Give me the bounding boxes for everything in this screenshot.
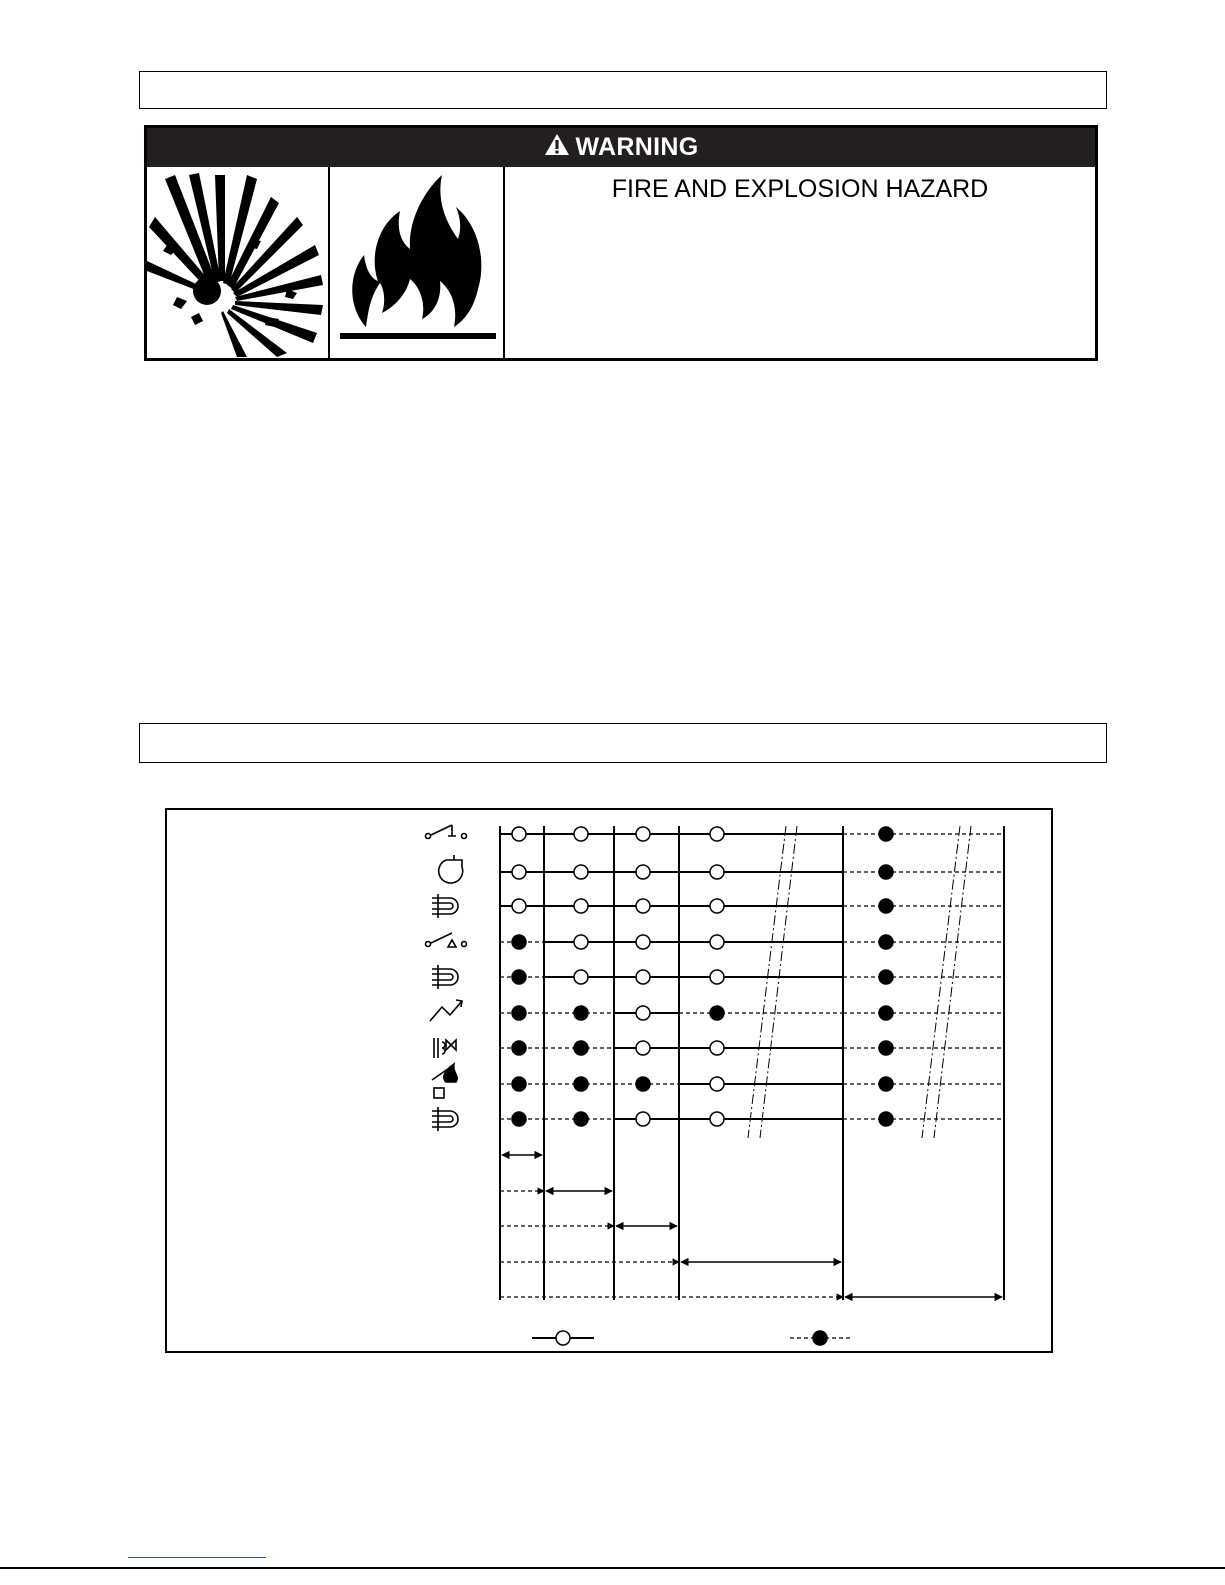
state-dot-on (636, 1041, 650, 1055)
state-dot-off (512, 970, 526, 984)
legend-off-symbol (790, 1331, 850, 1345)
warning-signal-word: WARNING (575, 133, 699, 161)
state-dot-off (512, 935, 526, 949)
time-break-line (922, 826, 960, 1138)
igniter-icon (430, 1000, 462, 1021)
state-dot-off (574, 1006, 588, 1020)
time-break-line (934, 826, 971, 1138)
state-dot-off (879, 935, 893, 949)
state-dot-on (710, 1041, 724, 1055)
state-dot-on (710, 899, 724, 913)
state-dot-on (512, 865, 526, 879)
state-dot-off (879, 1006, 893, 1020)
footer-link-underline[interactable] (128, 1557, 266, 1558)
blower-icon (439, 855, 463, 883)
fire-icon (330, 167, 505, 358)
state-dot-off (636, 1077, 650, 1091)
state-dot-off (879, 1077, 893, 1091)
state-dot-off (574, 1041, 588, 1055)
state-dot-on (710, 935, 724, 949)
state-dot-on (574, 935, 588, 949)
state-dot-on (574, 865, 588, 879)
state-dot-off (512, 1112, 526, 1126)
gas-valve-icon (434, 1038, 456, 1058)
state-dot-on (710, 1112, 724, 1126)
state-dot-on (710, 865, 724, 879)
state-dot-off (879, 1041, 893, 1055)
alert-triangle-icon (544, 133, 570, 163)
state-dot-on (636, 1112, 650, 1126)
state-dot-on (636, 1006, 650, 1020)
indicator-lamp-icon (432, 965, 458, 989)
warning-header (147, 128, 1095, 167)
indicator-lamp-icon (432, 894, 458, 918)
explosion-icon (147, 167, 330, 358)
flame-sensor-icon (432, 1064, 457, 1098)
state-dot-on (636, 935, 650, 949)
state-dot-off (512, 1006, 526, 1020)
state-dot-off (710, 1006, 724, 1020)
sequence-diagram (165, 808, 1053, 1353)
state-dot-off (512, 1077, 526, 1091)
state-dot-off (879, 970, 893, 984)
switch-open-icon (426, 825, 467, 839)
state-dot-off (879, 827, 893, 841)
warning-text-cell (505, 167, 1095, 358)
state-dot-on (574, 970, 588, 984)
state-dot-on (710, 1077, 724, 1091)
indicator-lamp-icon (432, 1107, 458, 1131)
state-dot-on (710, 827, 724, 841)
state-dot-off (512, 1041, 526, 1055)
state-dot-off (879, 865, 893, 879)
state-dot-on (574, 827, 588, 841)
state-dot-off (879, 1112, 893, 1126)
state-dot-on (636, 899, 650, 913)
section-header-bar (139, 723, 1107, 763)
legend-on-symbol (532, 1331, 594, 1345)
state-dot-off (574, 1112, 588, 1126)
state-dot-on (512, 827, 526, 841)
state-dot-on (710, 970, 724, 984)
state-dot-off (574, 1077, 588, 1091)
switch-closed-icon (426, 933, 467, 947)
footer-rule (0, 1567, 1225, 1569)
state-dot-on (636, 827, 650, 841)
state-dot-on (574, 899, 588, 913)
warning-box (144, 125, 1098, 361)
section-header-bar (139, 71, 1107, 109)
state-dot-off (879, 899, 893, 913)
sequence-diagram-canvas (167, 810, 1051, 1351)
state-dot-on (636, 865, 650, 879)
state-dot-on (636, 970, 650, 984)
hazard-title: FIRE AND EXPLOSION HAZARD (611, 175, 989, 203)
state-dot-on (512, 899, 526, 913)
